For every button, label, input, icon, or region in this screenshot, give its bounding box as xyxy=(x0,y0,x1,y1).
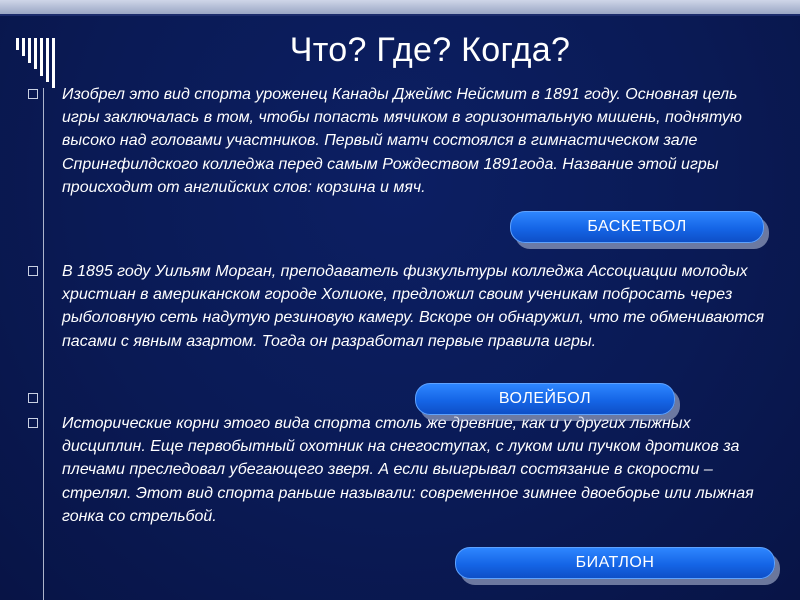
bullet-text: Исторические корни этого вида спорта столь же древние, как и у других лыжных дисциплин. Еще первобытный охотник на снегоступах, с луком или пучком дротиков за плечами преследовал убегающего зверя. А если выигрывал состязание в скорости – стрелял. Этот вид спорта раньше называли: современное зимнее двоеборье или лыжная гонка со стрельбой. xyxy=(62,415,754,525)
bullet-square-icon xyxy=(28,266,38,276)
page-title: Что? Где? Когда? xyxy=(289,31,571,69)
bullet-text: В 1895 году Уильям Морган, преподаватель физкультуры колледжа Ассоциации молодых христиан в американском городе Холиоке, предложил своим ученикам побросать через рыболовную сеть надутую резиновую камеру. Вскоре он обнаружил, что те обмениваются пасами с явным азартом. Тогда он разработал первые правила игры. xyxy=(62,263,764,350)
bullet-square-icon xyxy=(28,89,38,99)
answer-button-basketball[interactable]: БАСКЕТБОЛ xyxy=(510,211,764,243)
bullet-square-icon xyxy=(28,393,38,403)
list-item xyxy=(62,83,772,199)
top-decorative-strip xyxy=(0,0,800,16)
answer-button-volleyball[interactable]: ВОЛЕЙБОЛ xyxy=(415,383,675,415)
list-item xyxy=(62,412,772,528)
list-item xyxy=(62,260,772,353)
answer-button-biathlon[interactable]: БИАТЛОН xyxy=(455,547,775,579)
bullet-square-icon xyxy=(28,418,38,428)
bullet-text: Изобрел это вид спорта уроженец Канады Джеймс Нейсмит в 1891 году. Основная цель игры заключалась в том, чтобы попасть мячиком в горизонтальную мишень, поднятую высоко над головами участников. Первый матч состоялся в гимнастическом зале Спрингфилдского колледжа перед самым Рождеством 1891года. Название этой игры происходит от английских слов: корзина и мяч. xyxy=(62,86,742,196)
decorative-vertical-line xyxy=(43,88,44,600)
